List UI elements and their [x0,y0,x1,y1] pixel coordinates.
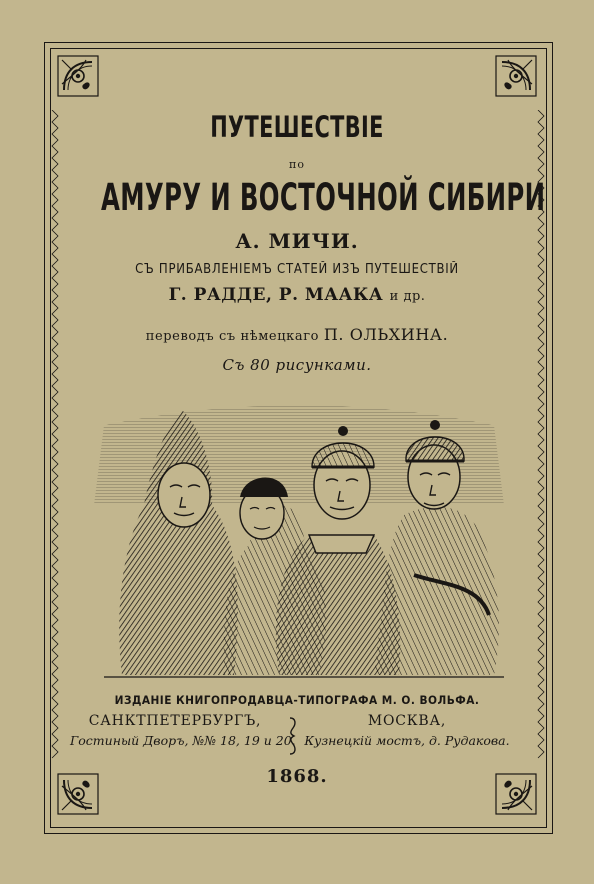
corner-ornament-icon [56,54,100,98]
city-name-petersburg: САНКТПЕТЕРБУРГЪ, [88,713,262,729]
translator-name: П. ОЛЬХИНА. [323,325,449,344]
title-preposition: по [289,158,305,171]
address-moscow: Кузнецкій мостъ, д. Рудакова. [304,733,510,748]
engraving-four-people-icon [84,385,514,685]
with-articles-line: СЪ ПРИБАВЛЕНІЕМЪ СТАТЕЙ ИЗЪ ПУТЕШЕСТВІЙ [135,262,459,277]
city-name-moscow: МОСКВА, [367,713,447,729]
title-line-1: ПУТЕШЕСТВІЕ [210,110,384,144]
co-authors-line [0,285,594,305]
address-petersburg: Гостиный Дворъ, №№ 18, 19 и 20. [70,733,296,748]
left-zigzag-ornament [51,110,59,760]
publisher-line: ИЗДАНІЕ КНИГОПРОДАВЦА-ТИПОГРАФА М. О. ВОЛЬФА. [114,693,480,707]
co-authors-names: Г. РАДДЕ, Р. МААКА [168,285,384,305]
co-authors-suffix: и др. [389,289,426,304]
illustrations-note: Съ 80 рисунками. [222,356,372,374]
corner-ornament-icon [494,54,538,98]
city-block-left [70,713,296,748]
city-block-right [302,713,512,748]
brace-divider-icon [284,716,302,756]
translation-line [0,325,594,344]
author-name: А. МИЧИ. [235,229,359,253]
translation-prefix: переводъ съ нѣмецкаго [145,329,320,344]
publication-year: 1868. [266,766,328,787]
title-line-2: АМУРУ И ВОСТОЧНОЙ СИБИРИ [100,176,546,219]
